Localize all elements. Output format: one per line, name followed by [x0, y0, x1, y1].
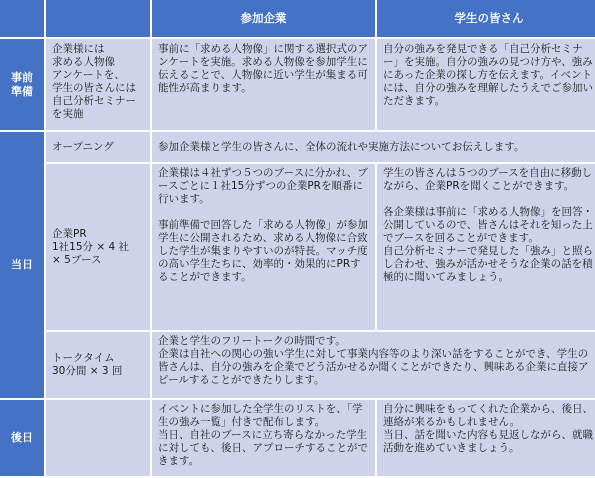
- corner-header-sub-cell: [46, 0, 150, 37]
- before-students-cell: 自分の強みを発見できる「自己分析セミナー」を実施。自分の強みの見つけ方や、強みにあった企業の探し方を伝えます。イベントには、自分の強みを理解したうえでご参加いただきます。: [377, 39, 595, 130]
- talk-subheader: トークタイム 30分間 × 3 回: [46, 332, 150, 398]
- day-row-header: 当日: [0, 132, 44, 398]
- pr-students-cell: 学生の皆さんは５つのブースを自由に移動しながら、企業PRを聞くことができます。 各企業様は事前に「求める人物像」を回答・公開しているので、皆さんはそれを知った上でブースを回ることができます。 自己分析セミナーで発見した「強み」と照らし合わせ、強みが活かせそうな企業の話を積極的に聞いてみましょう。: [377, 164, 595, 330]
- company-column-header: 参加企業: [152, 0, 375, 37]
- students-column-header: 学生の皆さん: [377, 0, 595, 37]
- before-row-header: 事前 準備: [0, 39, 44, 130]
- before-row-subheader: 企業様には 求める人物像 アンケートを、 学生の皆さんには 自己分析セミナー を実施: [46, 39, 150, 130]
- after-company-cell: イベントに参加した全学生のリストを、「学生の強み一覧」付きで配布します。 当日、自社のブースに立ち寄らなかった学生に対しても、後日、アプローチすることができます。: [152, 400, 375, 476]
- before-company-cell: 事前に「求める人物像」に関する選択式のアンケートを実施。求める人物像を参加学生に伝えることで、人物像に近い学生が集まる可能性が高まります。: [152, 39, 375, 130]
- after-row-header: 後日: [0, 400, 44, 476]
- opening-subheader: オープニング: [46, 132, 150, 162]
- pr-subheader: 企業PR 1社15分 × 4 社 × 5ブース: [46, 164, 150, 330]
- opening-cell: 参加企業様と学生の皆さんに、全体の流れや実施方法についてお伝えします。: [152, 132, 595, 162]
- talk-cell: 企業と学生のフリートークの時間です。 企業は自社への関心の強い学生に対して事業内容等のより深い話をすることができ、学生の皆さんは、自分の強みを企業でどう活かせるか聞くことができたり、興味ある企業に直接アピールすることができたりします。: [152, 332, 595, 398]
- corner-header-cell: [0, 0, 44, 37]
- after-row-subheader: [46, 400, 150, 476]
- pr-company-cell: 企業様は４社ずつ５つのブースに分かれ、ブースごとに１社15分ずつの企業PRを順番に行います。 事前準備で回答した「求める人物像」が参加学生に公開されるため、求める人物像に合致した学生が集まりやすいのが特長。マッチ度の高い学生たちに、効率的・効果的にPRすることができます。: [152, 164, 375, 330]
- after-students-cell: 自分に興味をもってくれた企業から、後日、連絡が来るかもしれません。 当日、話を聞いた内容も見返しながら、就職活動を進めていきましょう。: [377, 400, 595, 476]
